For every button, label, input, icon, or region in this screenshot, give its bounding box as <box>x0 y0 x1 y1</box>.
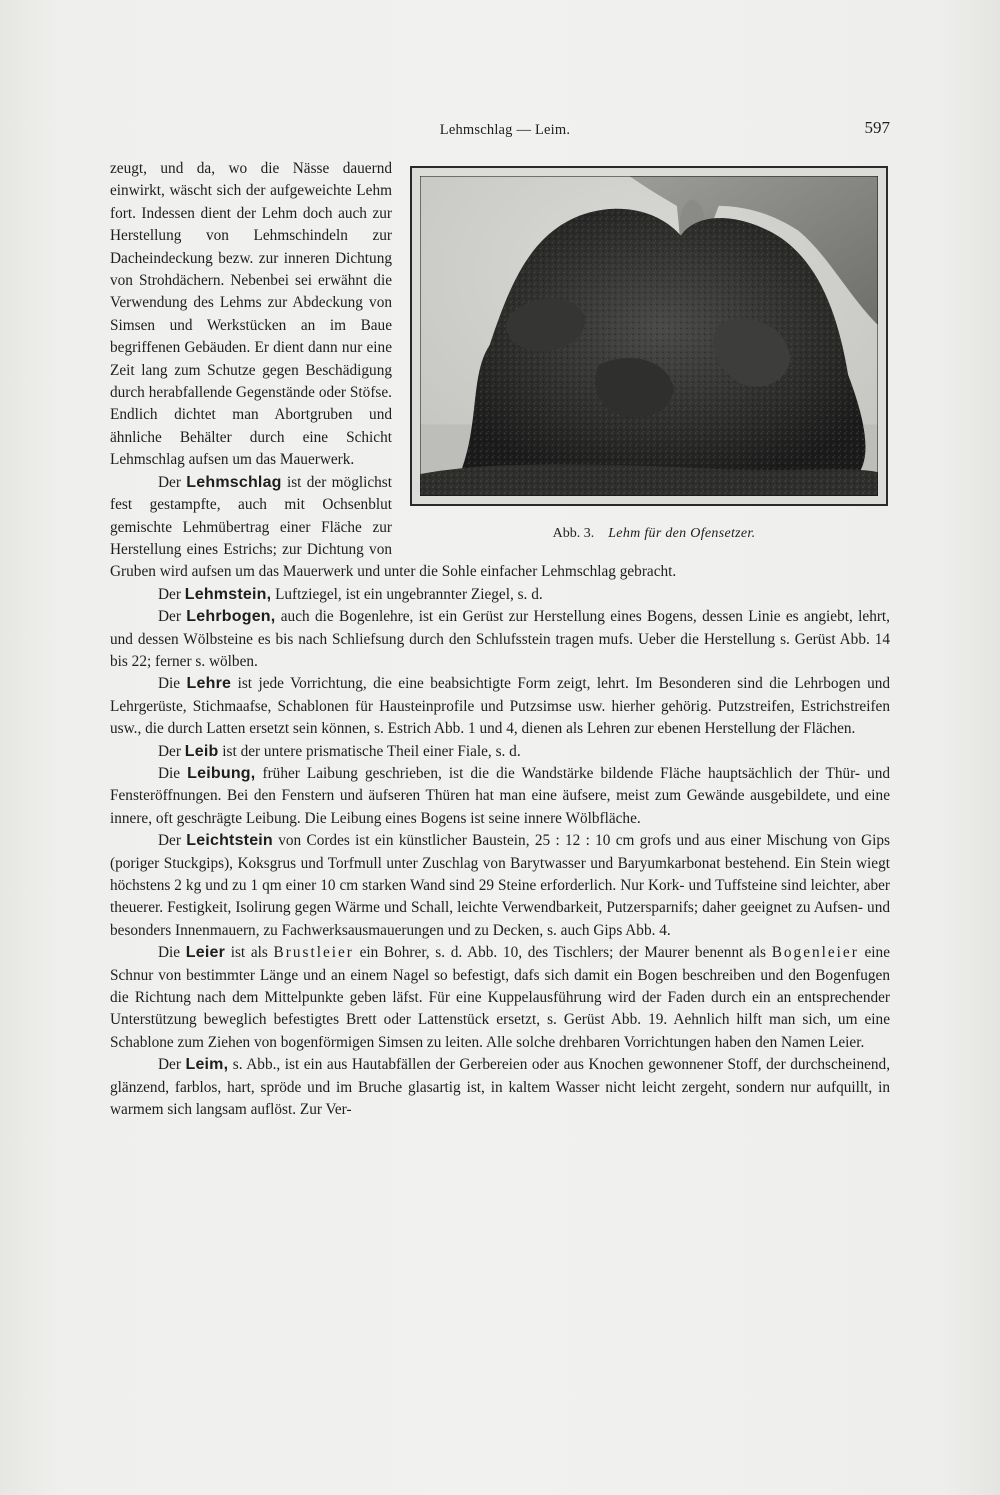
page-number: 597 <box>864 118 890 137</box>
figure-label: Abb. 3. <box>552 526 595 541</box>
entry-heading-leibung: Leibung, <box>187 764 256 782</box>
spaced-term-brustleier: Brustleier <box>273 944 354 962</box>
entry-text: s. Abb., ist ein aus Hautabfällen der Gerbereien oder aus Knochen gewonnener Stoff, der durchscheinend, glänzend, farblos, hart, spröde und im Bruche glasartig ist, in kaltem Wasser nicht leicht zergeht, sondern nur aufquillt, in warmem sich langsam auflöst. Zur Ver- <box>110 1056 891 1119</box>
entry-lead: Der <box>158 1056 181 1074</box>
entry-text: ist jede Vorrichtung, die eine beabsichtigte Form zeigt, lehrt. Im Besonderen sind die Lehrbogen und Lehrgerüste, Stichmaafse, Schablonen für Hausteinprofile und Putzsimse usw. hierher gehörig. Putzstreifen, Estrichstreifen usw., die durch Latten ersetzt sein können, s. Estrich Abb. 1 und 4, dienen als Lehren zur ebenen Herstellung der Flächen. <box>110 675 891 738</box>
clay-photograph <box>410 166 888 506</box>
entry-heading-lehrbogen: Lehrbogen, <box>186 608 276 626</box>
entry-heading-leib: Leib <box>184 742 219 760</box>
entry-lead: Der <box>158 585 181 603</box>
entry-text: ist der möglichst fest gestampfte, auch mit Ochsenblut gemischte Lehmübertrag einer Fläche zur Herstellung eines Estrichs; zur Dichtung von Gruben wird aufsen um das Mauerwerk und unter die Sohle einfacher Lehmschlag gebracht. <box>110 473 677 581</box>
figure-abb-3 <box>410 166 892 545</box>
entry-text: Luftziegel, ist ein ungebrannter Ziegel, s. d. <box>275 585 543 603</box>
article-body <box>110 158 890 1121</box>
entry-lead: Die <box>158 944 181 962</box>
entry-lead: Der <box>158 473 181 491</box>
entry-lehrbogen <box>110 606 890 673</box>
entry-lead: Der <box>158 742 181 760</box>
entry-text: früher Laibung geschrieben, ist die die Wandstärke bildende Fläche hauptsächlich der Thür- und Fensteröffnungen. Bei den Fenstern und äufseren Thüren hat man eine äufsere, meist zum Gewände ausgebildete, und eine innere, oft geschrägte Leibung. Die Leibung eines Bogens ist seine innere Wölbfläche. <box>110 764 891 827</box>
clay-photo-illustration <box>420 176 878 496</box>
entry-leichtstein <box>110 830 890 942</box>
entry-lehmstein <box>110 584 890 606</box>
entry-lead: Die <box>158 675 181 693</box>
entry-text: ist als <box>230 944 268 962</box>
entry-heading-leier: Leier <box>185 944 226 962</box>
running-title: Lehmschlag — Leim. <box>439 122 571 138</box>
entry-heading-leim: Leim, <box>185 1056 229 1074</box>
entry-text: auch die Bogenlehre, ist ein Gerüst zur Herstellung eines Bogens, dessen Linie es angiebt, lehrt, und dessen Wölbsteine es bis nach Schliefsung durch den Schlufsstein tragen mufs. Ueber die Herstellung s. Gerüst Abb. 14 bis 22; ferner s. wölben. <box>110 608 891 670</box>
entry-text: ist der untere prismatische Theil einer Fiale, s. d. <box>222 742 521 760</box>
running-head <box>110 118 900 142</box>
entry-leib <box>110 741 890 763</box>
entry-lead: Die <box>158 764 181 782</box>
intro-paragraph: zeugt, und da, wo die Nässe dauernd einwirkt, wäscht sich der aufgeweichte Lehm fort. Indessen dient der Lehm doch auch zur Herstellung von Lehmschindeln zur Dacheindeckung bezw. zur inneren Dichtung von Strohdächern. Nebenbei sei erwähnt die Verwendung des Lehms zur Abdeckung von Simsen und Werkstücken an im Baue begriffenen Gebäuden. Er dient dann nur eine Zeit lang zum Schutze gegen Beschädigung durch herabfallende Gegenstände oder Stöfse. Endlich dichtet man Abortgruben und ähnliche Behälter durch eine Schicht Lehmschlag aufsen um das Mauerwerk. <box>110 160 392 469</box>
entry-heading-lehre: Lehre <box>186 675 232 693</box>
entry-lead: Der <box>158 832 181 850</box>
entry-lehre <box>110 673 890 740</box>
entry-lead: Der <box>158 608 181 626</box>
entry-heading-lehmschlag: Lehmschlag <box>186 473 282 491</box>
entry-leibung <box>110 763 890 830</box>
entry-heading-lehmstein: Lehmstein, <box>184 585 272 603</box>
entry-heading-leichtstein: Leichtstein <box>186 832 273 850</box>
figure-caption-text: Lehm für den Ofensetzer. <box>608 526 756 541</box>
figure-caption <box>410 523 892 545</box>
entry-leier <box>110 942 890 1054</box>
entry-text: von Cordes ist ein künstlicher Baustein, 25 : 12 : 10 cm grofs und aus einer Mischung von Gips (poriger Stuckgips), Koksgrus und Torfmull unter Zuschlag von Barytwasser und Baryumkarbonat bestehend. Ein Stein wiegt höchstens 2 kg und zu 1 qm einer 10 cm starken Wand sind 29 Steine erforderlich. Nur Kork- und Tuffsteine sind leichter, aber theuerer. Festigkeit, Isolirung gegen Wärme und Schall, leichte Verwendbarkeit, Putzersparnifs; daher geeignet zu Aufsen- und besonders Innenmauern, zu Fachwerksausmauerungen und zu Decken, s. auch Gips Abb. 4. <box>110 832 890 939</box>
entry-text: eine Schnur von bestimmter Länge und an einem Nagel so befestigt, dafs sich damit ein Bogen beschreiben und den Bogenfugen die Richtung nach dem Mittelpunkte geben läfst. Für eine Kuppelausführung wird der Faden durch ein an entsprechender Unterstützung beweglich befestigtes Brett oder Lattenstück ersetzt, s. Gerüst Abb. 19. Aehnlich hilft man sich, um eine Schablone zum Ziehen von bogenförmigen Simsen zu leiten. Alle solche drehbaren Vorrichtungen haben den Namen Leier. <box>110 944 890 1051</box>
spaced-term-bogenleier: Bogenleier <box>771 944 859 962</box>
entry-text: ein Bohrer, s. d. Abb. 10, des Tischlers; der Maurer benennt als <box>359 944 767 962</box>
entry-leim <box>110 1054 890 1121</box>
